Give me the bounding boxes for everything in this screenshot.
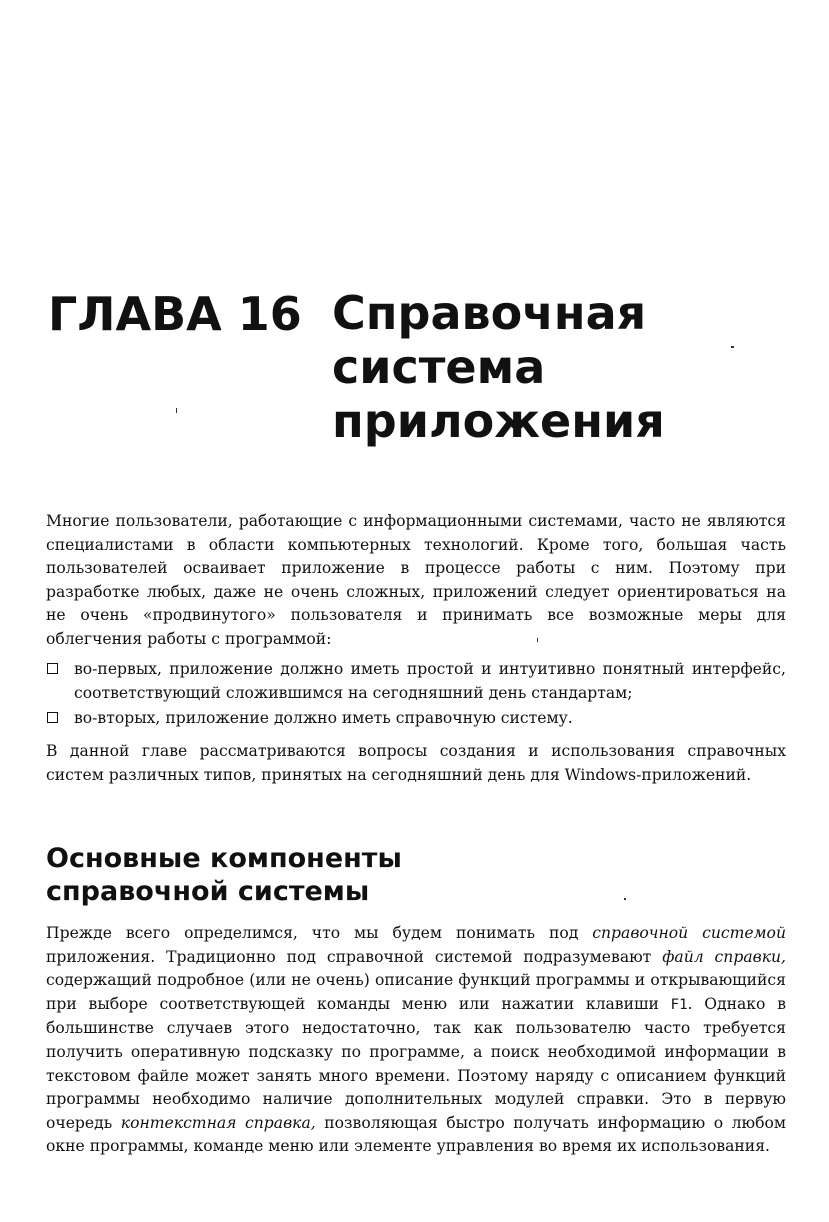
- section-heading-line: справочной системы: [46, 876, 370, 907]
- term-context-help: контекстная справка,: [120, 1113, 316, 1132]
- key-f1: F1: [670, 996, 688, 1013]
- text-run: позволяющая быстро получать информацию о любом окне программы, команде меню или элементе управления во время их использования.: [46, 1113, 786, 1156]
- chapter-title-line: приложения: [332, 394, 665, 448]
- term-help-system: справочной системой: [592, 924, 786, 942]
- section-heading-line: Основные компоненты: [46, 843, 402, 874]
- scan-speck: [624, 898, 626, 900]
- scan-speck: [176, 408, 177, 413]
- chapter-title: [332, 286, 665, 448]
- chapter-number: ГЛАВА 16: [48, 287, 302, 341]
- list-item: [46, 707, 786, 731]
- text-run: содержащий подробное (или не очень) описание функций программы и открывающийся при выборе соответствующей команды меню или нажатии клавиши: [46, 971, 786, 1013]
- help-system-paragraph: [46, 922, 786, 1159]
- text-run: приложения. Традиционно под справочной системой подразумевают: [46, 947, 663, 966]
- section-heading: [46, 842, 402, 908]
- checkbox-bullet-icon: [47, 663, 58, 674]
- text-run: . Однако в большинстве случаев этого недостаточно, так как пользователю часто требуется получить оперативную подсказку по программе, а поиск необходимой информации в текстовом файле может занять много времени. Поэтому наряду с описанием функций программы необходимо наличие дополнительных модулей справки. Это в первую очередь: [46, 994, 786, 1132]
- scan-speck: [731, 346, 734, 348]
- scan-speck: [537, 638, 538, 642]
- list-item-text: во-первых, приложение должно иметь простой и интуитивно понятный интерфейс, соответствующий сложившимся на сегодняшний день стандартам;: [74, 660, 786, 702]
- chapter-title-line: Справочная: [332, 286, 647, 340]
- chapter-title-line: система: [332, 340, 546, 394]
- list-item: [46, 658, 786, 705]
- list-item-text: во-вторых, приложение должно иметь справочную систему.: [74, 709, 573, 728]
- checkbox-bullet-icon: [47, 712, 58, 723]
- intro-paragraph: Многие пользователи, работающие с информационными системами, часто не являются специалистами в области компьютерных технологий. Кроме того, большая часть пользователей осваивает приложение в процессе работы с ним. Поэтому при разработке любых, даже не очень сложных, приложений следует ориентироваться на не очень «продвинутого» пользователя и принимать все возможные меры для облегчения работы с программой:: [46, 512, 786, 648]
- term-help-file: файл справки,: [662, 947, 786, 966]
- text-run: Прежде всего определимся, что мы будем понимать под: [46, 924, 593, 942]
- chapter-overview-paragraph: В данной главе рассматриваются вопросы создания и использования справочных систем различных типов, принятых на сегодняшний день для Windows-приложений.: [46, 742, 786, 784]
- requirements-list: [46, 658, 786, 733]
